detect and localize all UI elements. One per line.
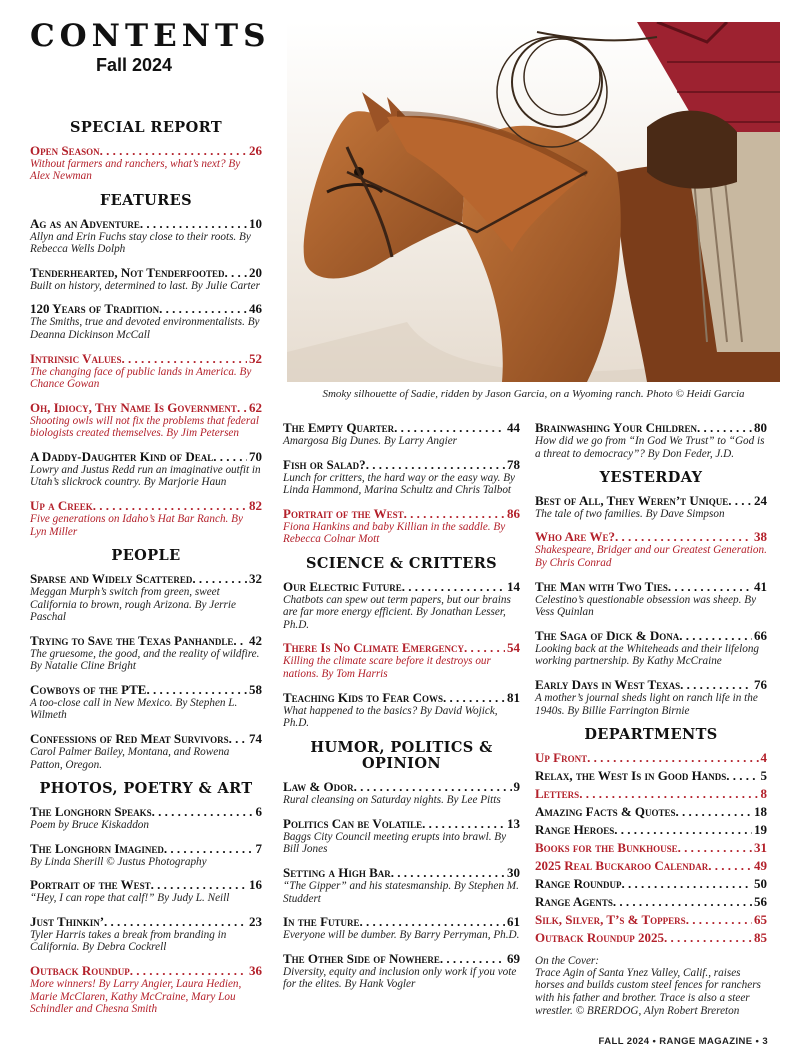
toc-title-line	[30, 400, 262, 415]
toc-entry-portrait-of-the-west[interactable]	[283, 506, 520, 546]
toc-entry-in-the-future[interactable]	[283, 914, 520, 942]
leader-dots	[464, 640, 505, 655]
section-heading: SCIENCE & CRITTERS	[305, 554, 498, 572]
toc-description: The gruesome, the good, and the reality of wildfire. By Natalie Cline Bright	[30, 647, 260, 673]
page-number: 4	[760, 749, 767, 765]
toc-description: Diversity, equity and inclusion only work if you vote for the elites. By Hank Vogler	[283, 965, 517, 991]
leader-dots	[404, 506, 505, 521]
toc-entry-who-are-we[interactable]	[535, 529, 767, 569]
leader-dots	[140, 216, 247, 231]
toc-entry-the-longhorn-imagined[interactable]	[30, 841, 262, 869]
toc-entry-our-electric-future[interactable]	[283, 579, 520, 632]
page-number: 26	[249, 142, 262, 158]
toc-entry-brainwashing-your-children[interactable]	[535, 420, 767, 460]
toc-title-line	[283, 420, 520, 435]
toc-entry-trying-to-save-the-texas-panhandle[interactable]	[30, 633, 262, 673]
leader-dots	[622, 876, 752, 891]
toc-title: Amazing Facts & Quotes	[535, 803, 676, 819]
toc-description: Carol Palmer Bailey, Montana, and Rowena Patton, Oregon.	[30, 746, 230, 771]
toc-title: Politics Can be Volatile	[283, 815, 423, 831]
page-number: 8	[760, 785, 767, 801]
photo-caption: Smoky silhouette of Sadie, ridden by Jason Garcia, on a Wyoming ranch. Photo © Heidi Garcia	[322, 388, 745, 400]
toc-title-line	[30, 301, 262, 316]
toc-title-line	[30, 216, 262, 231]
toc-title: Range Agents	[535, 893, 613, 909]
page-number: 66	[754, 627, 767, 643]
page-number: 46	[249, 301, 262, 317]
toc-entry-up-a-creek[interactable]	[30, 498, 262, 538]
toc-description: Poem by Bruce Kiskaddon	[30, 818, 149, 831]
toc-description: Looking back at the Whiteheads and their lifelong working partnership. By Kathy McCraine	[535, 642, 760, 668]
leader-dots	[366, 457, 505, 472]
toc-description: Five generations on Idaho’s Hat Bar Ranch. By Lyn Miller	[30, 513, 243, 538]
horse-rider-illustration	[287, 22, 780, 382]
page-title: CONTENTS	[30, 18, 271, 54]
page-number: 74	[249, 731, 262, 747]
toc-title-line	[535, 876, 767, 891]
toc-description: “Hey, I can rope that calf!” By Judy L. Neill	[30, 892, 230, 905]
toc-description: Shooting owls will not fix the problems that federal biologists created themselves. By Jim Petersen	[30, 414, 259, 440]
toc-title: Confessions of Red Meat Survivors	[30, 731, 229, 747]
toc-title: Our Electric Future	[283, 578, 402, 594]
toc-entry-a-daddy-daughter-kind-of-deal[interactable]	[30, 449, 262, 489]
toc-title-line	[30, 914, 262, 929]
toc-title-line	[30, 841, 262, 856]
leader-dots	[587, 750, 758, 765]
toc-entry-outback-roundup-2025[interactable]	[535, 930, 767, 945]
leader-dots	[237, 400, 247, 415]
page-number: 14	[507, 578, 520, 594]
page-number: 7	[255, 840, 262, 856]
leader-dots	[93, 498, 247, 513]
toc-title-line	[283, 914, 520, 929]
leader-dots	[360, 914, 505, 929]
page-number: 61	[507, 914, 520, 930]
toc-entry-setting-a-high-bar[interactable]	[283, 865, 520, 905]
page-number: 20	[249, 264, 262, 280]
toc-title-line	[30, 265, 262, 280]
toc-description: “The Gipper” and his statesmanship. By Stephen M. Studdert	[283, 879, 519, 905]
toc-title-line	[535, 420, 767, 435]
toc-description: Celestino’s questionable obsession was sheep. By Vess Quinlan	[535, 593, 757, 619]
page-number: 78	[507, 456, 520, 472]
toc-title: 2025 Real Buckaroo Calendar	[535, 857, 709, 873]
leader-dots	[164, 841, 254, 856]
toc-entry-the-man-with-two-ties[interactable]	[535, 579, 767, 619]
toc-entry-letters[interactable]	[535, 786, 767, 801]
toc-entry-intrinsic-values[interactable]	[30, 351, 262, 391]
section-heading: FEATURES	[99, 191, 192, 209]
toc-title-line	[283, 579, 520, 594]
toc-title-line	[30, 633, 262, 648]
page-number: 18	[754, 803, 767, 819]
toc-title: Relax, the West Is in Good Hands	[535, 767, 727, 783]
cover-note-text: Trace Agin of Santa Ynez Valley, Calif., raises horses and builds custom steel fences for ranchers with his father and brother. Trace is also a steer wrestler. © BRERDOG, Alyn Robert Brereton	[535, 966, 761, 1017]
toc-title-line	[283, 951, 520, 966]
toc-title: The Man with Two Ties	[535, 578, 668, 594]
cover-note-heading: On the Cover:	[535, 954, 600, 967]
toc-entry-range-heroes[interactable]	[535, 822, 767, 837]
toc-title-line	[535, 822, 767, 837]
toc-title: Teaching Kids to Fear Cows	[283, 689, 443, 705]
toc-description: Everyone will be dumber. By Barry Perryman, Ph.D.	[283, 929, 520, 942]
toc-title-line	[535, 858, 767, 873]
page-number: 10	[249, 215, 262, 231]
toc-entry-books-for-the-bunkhouse[interactable]	[535, 840, 767, 855]
toc-title-line	[30, 877, 262, 892]
toc-entry-oh-idiocy-thy-name-is-government[interactable]	[30, 400, 262, 440]
page-number: 24	[754, 492, 767, 508]
page-number: 44	[507, 420, 520, 435]
toc-title-line	[535, 840, 767, 855]
right-column	[535, 420, 767, 1017]
toc-title-line	[30, 963, 262, 978]
toc-title-line	[535, 628, 767, 643]
toc-entry-cowboys-of-the-pte[interactable]	[30, 682, 262, 722]
leader-dots	[213, 449, 247, 464]
toc-title: Books for the Bunkhouse	[535, 839, 678, 855]
toc-entry-outback-roundup[interactable]	[30, 963, 262, 1016]
section-heading: DEPARTMENTS	[584, 726, 718, 744]
toc-entry-politics-can-be-volatile[interactable]	[283, 816, 520, 856]
toc-title-line	[30, 143, 262, 158]
toc-entry-the-longhorn-speaks[interactable]	[30, 804, 262, 832]
toc-title-line	[283, 779, 520, 794]
toc-title: Who Are We?	[535, 529, 615, 545]
section-heading: HUMOR, POLITICS & OPINION	[310, 738, 493, 773]
toc-title-line	[283, 506, 520, 521]
leader-dots	[440, 951, 505, 966]
toc-title: The Other Side of Nowhere	[283, 950, 440, 966]
toc-entry-there-is-no-climate-emergency[interactable]	[283, 640, 520, 680]
toc-entry-2025-real-buckaroo-calendar[interactable]	[535, 858, 767, 873]
section-heading: PEOPLE	[111, 547, 181, 565]
page-number: 69	[507, 950, 520, 966]
leader-dots	[130, 963, 247, 978]
page-number: 6	[255, 803, 262, 819]
toc-description: A too-close call in New Mexico. By Stephen L. Wilmeth	[30, 696, 238, 722]
toc-description: Tyler Harris takes a break from branding in California. By Debra Cockrell	[30, 928, 227, 954]
page-number: 36	[249, 962, 262, 978]
toc-description: Killing the climate scare before it destroys our nations. By Tom Harris	[283, 655, 491, 681]
toc-title-line	[535, 750, 767, 765]
issue-label: Fall 2024	[96, 55, 173, 75]
toc-title: A Daddy-Daughter Kind of Deal	[30, 448, 214, 464]
toc-description: By Linda Sherill © Justus Photography	[30, 855, 207, 868]
toc-title-line	[30, 804, 262, 819]
page-number: 50	[754, 875, 767, 891]
page-number: 82	[249, 498, 262, 514]
toc-entry-early-days-in-west-texas[interactable]	[535, 677, 767, 717]
toc-title: Oh, Idiocy, Thy Name Is Government	[30, 399, 237, 415]
page-number: 32	[249, 570, 262, 586]
toc-title: Silk, Silver, T’s & Toppers	[535, 911, 686, 927]
page-number: 49	[754, 857, 767, 873]
toc-title: Just Thinkin’	[30, 913, 105, 929]
leader-dots	[402, 579, 505, 594]
toc-entry-fish-or-salad[interactable]	[283, 457, 520, 497]
toc-title-line	[535, 912, 767, 927]
toc-entry-amazing-facts-quotes[interactable]	[535, 804, 767, 819]
toc-title-line	[283, 816, 520, 831]
leader-dots	[422, 816, 505, 831]
toc-description: Meggan Murph’s switch from green, sweet California to brown, rough Arizona. By Jerrie Paschal	[30, 585, 236, 624]
page-number: 5	[760, 767, 767, 783]
toc-description: Chatbots can spew out term papers, but our brains are far more energy efficient. By Jonathan Lesser, Ph.D.	[283, 593, 511, 631]
toc-title: The Empty Quarter	[283, 420, 395, 435]
toc-entry-best-of-all-they-weren-t-unique[interactable]	[535, 493, 767, 521]
page-number: 65	[754, 911, 767, 927]
toc-entry-confessions-of-red-meat-survivors[interactable]	[30, 731, 262, 771]
toc-description: Lowry and Justus Redd run an imaginative outfit in Utah’s slickrock country. By Marjorie Haun	[30, 463, 261, 489]
leader-dots	[121, 351, 247, 366]
toc-description: Allyn and Erin Fuchs stay close to their roots. By Rebecca Wells Dolph	[30, 230, 251, 256]
leader-dots	[676, 804, 752, 819]
leader-dots	[159, 301, 247, 316]
toc-title: Outback Roundup	[30, 962, 130, 978]
toc-title: The Longhorn Imagined	[30, 840, 164, 856]
toc-title: Tenderhearted, Not Tenderfooted	[30, 264, 225, 280]
leader-dots	[224, 265, 247, 280]
toc-title-line	[535, 786, 767, 801]
leader-dots	[192, 571, 247, 586]
toc-title: Ag as an Adventure	[30, 215, 140, 231]
toc-title: Setting a High Bar	[283, 864, 391, 880]
page-footer: FALL 2024 • RANGE MAGAZINE • 3	[598, 1036, 768, 1047]
toc-title-line	[30, 498, 262, 513]
toc-entry-the-saga-of-dick-dona[interactable]	[535, 628, 767, 668]
toc-entry-120-years-of-tradition[interactable]	[30, 301, 262, 341]
section-heading: PHOTOS, POETRY & ART	[39, 780, 253, 798]
leader-dots	[726, 768, 758, 783]
page-number: 13	[507, 815, 520, 831]
toc-title: Portrait of the West	[283, 505, 404, 521]
toc-entry-relax-the-west-is-in-good-hands[interactable]	[535, 768, 767, 783]
toc-entry-sparse-and-widely-scattered[interactable]	[30, 571, 262, 624]
toc-title: Range Roundup	[535, 875, 622, 891]
toc-title: Letters	[535, 785, 580, 801]
leader-dots	[668, 579, 752, 594]
leader-dots	[664, 930, 752, 945]
toc-title-line	[535, 579, 767, 594]
toc-title-line	[535, 529, 767, 544]
toc-entry-portrait-of-the-west[interactable]	[30, 877, 262, 905]
leader-dots	[391, 865, 505, 880]
toc-title-line	[535, 677, 767, 692]
toc-entry-open-season[interactable]	[30, 143, 262, 183]
toc-title-line	[283, 690, 520, 705]
toc-title-line	[283, 457, 520, 472]
toc-entry-silk-silver-t-s-toppers[interactable]	[535, 912, 767, 927]
toc-description: Lunch for critters, the hard way or the easy way. By Linda Hammond, Marina Schultz and Chris Talbot	[283, 471, 516, 497]
toc-title: Range Heroes	[535, 821, 615, 837]
toc-title-line	[283, 640, 520, 655]
leader-dots	[100, 143, 247, 158]
toc-title-line	[30, 682, 262, 697]
leader-dots	[686, 912, 752, 927]
toc-entry-range-roundup[interactable]	[535, 876, 767, 891]
toc-description: Without farmers and ranchers, what’s next? By Alex Newman	[30, 157, 241, 183]
toc-title: The Saga of Dick & Dona	[535, 627, 680, 643]
toc-title: Up a Creek	[30, 498, 93, 514]
toc-description: More winners! By Larry Angier, Laura Hedien, Marie McClaren, Kathy McCraine, Mary Lou Schindler and Chesna Smith	[30, 977, 242, 1016]
section-heading: YESTERDAY	[599, 469, 703, 487]
leader-dots	[679, 628, 752, 643]
page-number: 62	[249, 399, 262, 415]
leader-dots	[579, 786, 758, 801]
toc-description: Amargosa Big Dunes. By Larry Angier	[283, 435, 458, 447]
leader-dots	[697, 420, 752, 435]
page-number: 86	[507, 505, 520, 521]
leader-dots	[708, 858, 752, 873]
toc-title: The Longhorn Speaks	[30, 803, 152, 819]
toc-entry-teaching-kids-to-fear-cows[interactable]	[283, 690, 520, 730]
toc-description: A mother’s journal sheds light on ranch life in the 1940s. By Billie Farrington Birnie	[535, 692, 758, 717]
toc-title-line	[283, 865, 520, 880]
toc-entry-the-empty-quarter[interactable]	[283, 420, 520, 448]
page-number: 38	[754, 529, 767, 545]
page-number: 41	[754, 578, 767, 594]
leader-dots	[104, 914, 247, 929]
page-number: 70	[249, 448, 262, 464]
leader-dots	[152, 804, 254, 819]
middle-column	[283, 420, 520, 1000]
leader-dots	[728, 493, 752, 508]
toc-title: In the Future	[283, 914, 360, 930]
leader-dots	[613, 894, 752, 909]
toc-description: Rural cleansing on Saturday nights. By Lee Pitts	[283, 794, 501, 807]
leader-dots	[678, 840, 752, 855]
toc-entry-the-other-side-of-nowhere[interactable]	[283, 951, 520, 991]
page-number: 56	[754, 893, 767, 909]
toc-description: How did we go from “In God We Trust” to “God is a threat to democracy”? By Don Feder, J.D.	[535, 435, 765, 460]
toc-description: Fiona Hankins and baby Killian in the saddle. By Rebecca Colnar Mott	[283, 520, 506, 546]
toc-description: What happened to the basics? By David Wojick, Ph.D.	[283, 704, 498, 730]
toc-title-line	[535, 804, 767, 819]
leader-dots	[680, 677, 752, 692]
page-number: 16	[249, 877, 262, 893]
page-number: 31	[754, 839, 767, 855]
page-number: 19	[754, 821, 767, 837]
toc-title: Fish or Salad?	[283, 456, 366, 472]
toc-title: Outback Roundup 2025	[535, 929, 665, 945]
toc-title-line	[535, 768, 767, 783]
toc-title: Up Front	[535, 749, 588, 765]
page-number: 58	[249, 681, 262, 697]
leader-dots	[615, 529, 752, 544]
page-number: 81	[507, 689, 520, 705]
cover-photo	[287, 22, 780, 382]
toc-entry-ag-as-an-adventure[interactable]	[30, 216, 262, 256]
toc-title-line	[30, 351, 262, 366]
toc-title: Cowboys of the PTE	[30, 681, 147, 697]
toc-title: Trying to Save the Texas Panhandle	[30, 632, 234, 648]
leader-dots	[151, 877, 247, 892]
toc-title-line	[535, 493, 767, 508]
leader-dots	[394, 420, 505, 435]
leader-dots	[233, 633, 247, 648]
page-number: 80	[754, 420, 767, 435]
toc-title: Early Days in West Texas	[535, 677, 681, 693]
toc-title: Best of All, They Weren’t Unique	[535, 492, 729, 508]
toc-title: Brainwashing Your Children	[535, 420, 697, 435]
toc-title-line	[30, 449, 262, 464]
toc-entry-range-agents[interactable]	[535, 894, 767, 909]
toc-description: Baggs City Council meeting erupts into brawl. By Bill Jones	[283, 830, 507, 856]
page-number: 23	[249, 913, 262, 929]
section-heading: SPECIAL REPORT	[69, 119, 223, 136]
page-number: 30	[507, 864, 520, 880]
left-column	[30, 120, 262, 1025]
leader-dots	[443, 690, 505, 705]
leader-dots	[229, 731, 247, 746]
toc-description: Built on history, determined to last. By Julie Carter	[30, 279, 260, 292]
page-number: 9	[513, 779, 520, 795]
leader-dots	[146, 682, 247, 697]
toc-title: Sparse and Widely Scattered	[30, 570, 193, 586]
toc-entry-tenderhearted-not-tenderfooted[interactable]	[30, 265, 262, 293]
toc-entry-law-odor[interactable]	[283, 779, 520, 807]
toc-title-line	[535, 894, 767, 909]
toc-description: The changing face of public lands in America. By Chance Gowan	[30, 365, 252, 391]
page-number: 52	[249, 350, 262, 366]
toc-entry-just-thinkin[interactable]	[30, 914, 262, 954]
toc-title-line	[535, 930, 767, 945]
toc-description: The Smiths, true and devoted environmentalists. By Deanna Dickinson McCall	[30, 316, 260, 341]
toc-title: 120 Years of Tradition	[30, 301, 160, 317]
toc-title-line	[30, 571, 262, 586]
page-number: 85	[754, 929, 767, 945]
toc-description: Shakespeare, Bridger and our Greatest Generation. By Chris Conrad	[535, 544, 767, 570]
page-number: 54	[507, 640, 520, 656]
toc-title: Intrinsic Values	[30, 350, 122, 366]
page-number: 76	[754, 677, 767, 693]
toc-title: Law & Odor	[283, 779, 354, 795]
page-number: 42	[249, 632, 262, 648]
toc-description: The tale of two families. By Dave Simpson	[535, 507, 725, 520]
toc-entry-up-front[interactable]	[535, 750, 767, 765]
toc-title: Portrait of the West	[30, 877, 151, 893]
toc-title: There Is No Climate Emergency	[283, 640, 465, 656]
leader-dots	[354, 779, 512, 794]
leader-dots	[614, 822, 752, 837]
toc-title: Open Season	[30, 142, 100, 158]
toc-title-line	[30, 731, 262, 746]
